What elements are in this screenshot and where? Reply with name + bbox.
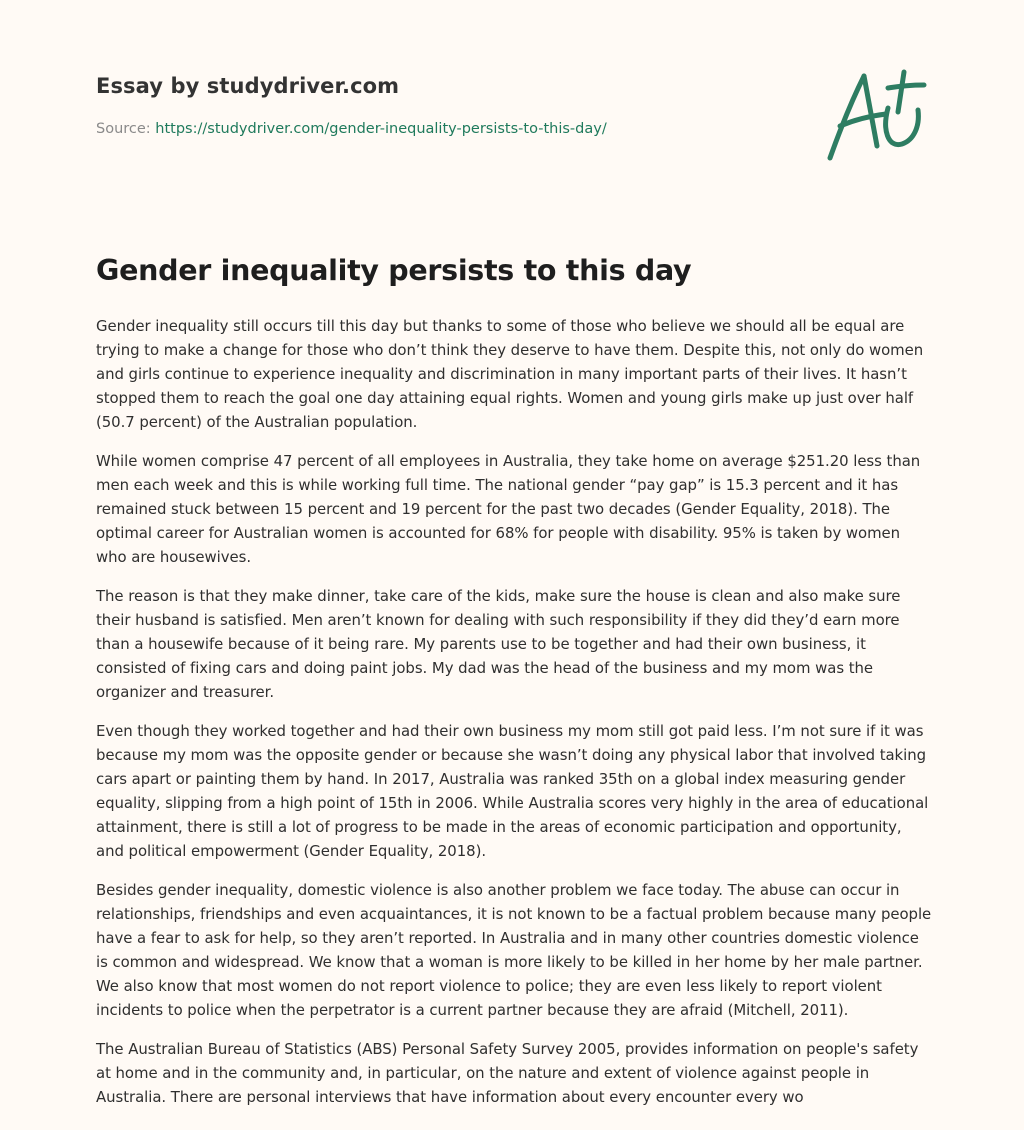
essay-title: Gender inequality persists to this day: [96, 254, 692, 287]
paragraph: Even though they worked together and had their own business my mom still got paid less. I’m not sure if it was because my mom was the opposite gender or because she wasn’t doing any physical labor that involved taking cars apart or painting them by hand. In 2017, Australia was ranked 35th on a global index measuring gender equality, slipping from a high point of 15th in 2006. While Australia scores very highly in the area of educational attainment, there is still a lot of progress to be made in the areas of economic participation and opportunity, and political empowerment (Gender Equality, 2018).: [96, 722, 929, 860]
source-line: [96, 121, 796, 137]
site-brand: Essay by studydriver.com: [96, 74, 400, 98]
paragraph: The reason is that they make dinner, take care of the kids, make sure the house is clean and also make sure their husband is satisfied. Men aren’t known for dealing with such responsibility if they did they’d earn more than a housewife because of it being rare. My parents use to be together and had their own business, it consisted of fixing cars and doing paint jobs. My dad was the head of the business and my mom was the organizer and treasurer.: [96, 587, 901, 701]
a-plus-logo-icon: [822, 68, 930, 164]
essay-body: [96, 314, 932, 1124]
source-label: Source:: [96, 121, 151, 137]
paragraph: While women comprise 47 percent of all employees in Australia, they take home on average $251.20 less than men each week and this is while working full time. The national gender “pay gap” is 15.3 percent and it has remained stuck between 15 percent and 19 percent for the past two decades (Gender Equality, 2018). The optimal career for Australian women is accounted for 68% for people with disability. 95% is taken by women who are housewives.: [96, 452, 921, 566]
paragraph: Besides gender inequality, domestic violence is also another problem we face today. The abuse can occur in relationships, friendships and even acquaintances, it is not known to be a factual problem because many people have a fear to ask for help, so they aren’t reported. In Australia and in many other countries domestic violence is common and widespread. We know that a woman is more likely to be killed in her home by her male partner. We also know that most women do not report violence to police; they are even less likely to report violent incidents to police when the perpetrator is a current partner because they are afraid (Mitchell, 2011).: [96, 881, 932, 1019]
paragraph: Gender inequality still occurs till this day but thanks to some of those who believe we should all be equal are trying to make a change for those who don’t think they deserve to have them. Despite this, not only do women and girls continue to experience inequality and discrimination in many important parts of their lives. It hasn’t stopped them to reach the goal one day attaining equal rights. Women and young girls make up just over half (50.7 percent) of the Australian population.: [96, 317, 924, 431]
source-link[interactable]: https://studydriver.com/gender-inequality-persists-to-this-day/: [155, 121, 607, 137]
page-header: [96, 74, 796, 137]
paragraph: The Australian Bureau of Statistics (ABS) Personal Safety Survey 2005, provides information on people's safety at home and in the community and, in particular, on the nature and extent of violence against people in Australia. There are personal interviews that have information about every encounter every wo: [96, 1040, 919, 1106]
